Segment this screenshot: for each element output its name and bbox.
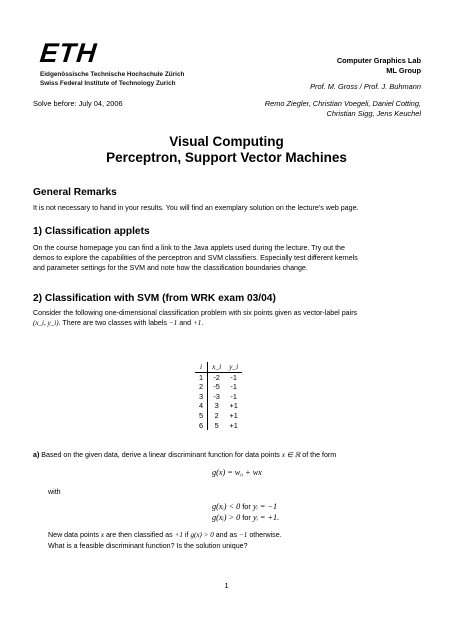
table-cell: 1 xyxy=(195,372,208,382)
section1-line2: demos to explore the capabilities of the perceptron and SVM classifiers. Especially test different kernels xyxy=(33,254,358,262)
col-header-x: x_i xyxy=(208,362,226,372)
classify-pre: New data points xyxy=(48,531,101,539)
label-positive: +1 xyxy=(193,319,202,327)
table-cell: 4 xyxy=(195,401,208,411)
section2-line1: Consider the following one-dimensional classification problem with six points given as vector-label pairs xyxy=(33,309,358,317)
eth-logo: ETH xyxy=(38,38,99,68)
classify-pos: +1 xyxy=(174,531,183,539)
doc-title-line1: Visual Computing xyxy=(169,134,284,149)
table-cell: 5 xyxy=(214,420,219,430)
label-negative: −1 xyxy=(168,319,178,327)
cond1-rhs: yᵢ = −1 xyxy=(252,502,278,511)
classification-rule xyxy=(48,530,428,540)
cond2-rhs: yᵢ = +1. xyxy=(252,513,280,522)
pair-notation: (x_i, y_i) xyxy=(33,319,59,327)
cond2-for: for xyxy=(240,513,253,522)
discriminant-equation: g(x) = w₀ + wx xyxy=(212,468,262,477)
table-cell: 6 xyxy=(195,421,208,431)
table-cell: -2 xyxy=(213,372,220,382)
col-header-y: y_i xyxy=(225,362,242,372)
part-a-question: What is a feasible discriminant function? Is the solution unique? xyxy=(48,542,248,550)
table-cell: -1 xyxy=(230,372,237,382)
table-row xyxy=(195,372,242,382)
general-remarks-text: It is not necessary to hand in your results. You will find an exemplary solution on the lecture's web page. xyxy=(33,204,359,212)
col-header-i: i xyxy=(195,362,208,372)
classify-mid1: are then classified as xyxy=(104,531,175,539)
section2-heading: 2) Classification with SVM (from WRK exam 03/04) xyxy=(33,293,276,304)
table-row xyxy=(195,382,242,392)
table-cell: -1 xyxy=(230,391,237,401)
section1-heading: 1) Classification applets xyxy=(33,226,150,237)
table-row xyxy=(195,392,242,402)
table-cell: +1 xyxy=(229,410,238,420)
table-row xyxy=(195,421,242,431)
label-and: and xyxy=(177,319,193,327)
section2-line2-text: . There are two classes with labels xyxy=(58,319,169,327)
table-cell: 3 xyxy=(214,401,219,411)
table-cell: 2 xyxy=(195,382,208,392)
classify-cond: g(x) > 0 xyxy=(190,531,214,539)
page-number: 1 xyxy=(224,581,229,590)
cond1-lhs: g(xᵢ) < 0 xyxy=(212,502,241,511)
data-points-table xyxy=(195,362,242,430)
table-cell: +1 xyxy=(229,420,238,430)
assistants-line1: Remo Ziegler, Christian Voegeli, Daniel Cotting, xyxy=(264,99,421,108)
classify-mid3: and as xyxy=(213,531,239,539)
table-cell: 2 xyxy=(214,410,219,420)
table-row xyxy=(195,411,242,421)
general-remarks-heading: General Remarks xyxy=(33,187,117,198)
with-label: with xyxy=(48,488,61,496)
classify-mid2: if xyxy=(182,531,191,539)
table-cell: -1 xyxy=(230,382,237,392)
doc-title-line2: Perceptron, Support Vector Machines xyxy=(106,150,347,165)
section2-line2 xyxy=(33,318,423,328)
part-a-intro-end: of the form xyxy=(300,451,337,459)
institution-line2: Swiss Federal Institute of Technology Zurich xyxy=(40,80,176,87)
professors: Prof. M. Gross / Prof. J. Buhmann xyxy=(310,82,421,91)
section1-line1: On the course homepage you can find a link to the Java applets used during the lecture. Try out the xyxy=(33,244,345,252)
cond2-lhs: g(xᵢ) > 0 xyxy=(212,513,241,522)
condition-positive xyxy=(212,513,279,522)
lab-line1: Computer Graphics Lab xyxy=(336,56,421,65)
solve-before: Solve before: July 04, 2006 xyxy=(33,99,123,108)
section1-line3: and parameter settings for the SVM and note how the classification boundaries change. xyxy=(33,264,308,272)
lab-line2: ML Group xyxy=(386,66,421,75)
condition-negative xyxy=(212,502,277,511)
classify-neg: −1 xyxy=(239,531,248,539)
part-a-label: a) xyxy=(33,451,40,459)
classify-post: otherwise. xyxy=(247,531,282,539)
classify-x: x xyxy=(100,531,104,539)
part-a-domain: x ∈ ℝ xyxy=(281,451,301,459)
assistants-line2: Christian Sigg, Jens Keuchel xyxy=(326,109,421,118)
table-row xyxy=(195,401,242,411)
table-cell: -5 xyxy=(213,382,220,392)
table-cell: 3 xyxy=(195,392,208,402)
table-cell: +1 xyxy=(229,401,238,411)
cond1-for: for xyxy=(240,502,253,511)
section2-line2-end: . xyxy=(201,319,204,327)
table-cell: 5 xyxy=(195,411,208,421)
part-a-intro-text: Based on the given data, derive a linear discriminant function for data points xyxy=(39,451,282,459)
table-cell: -3 xyxy=(213,391,220,401)
part-a-intro xyxy=(33,450,433,460)
institution-line1: Eidgenössische Technische Hochschule Zürich xyxy=(40,71,185,78)
